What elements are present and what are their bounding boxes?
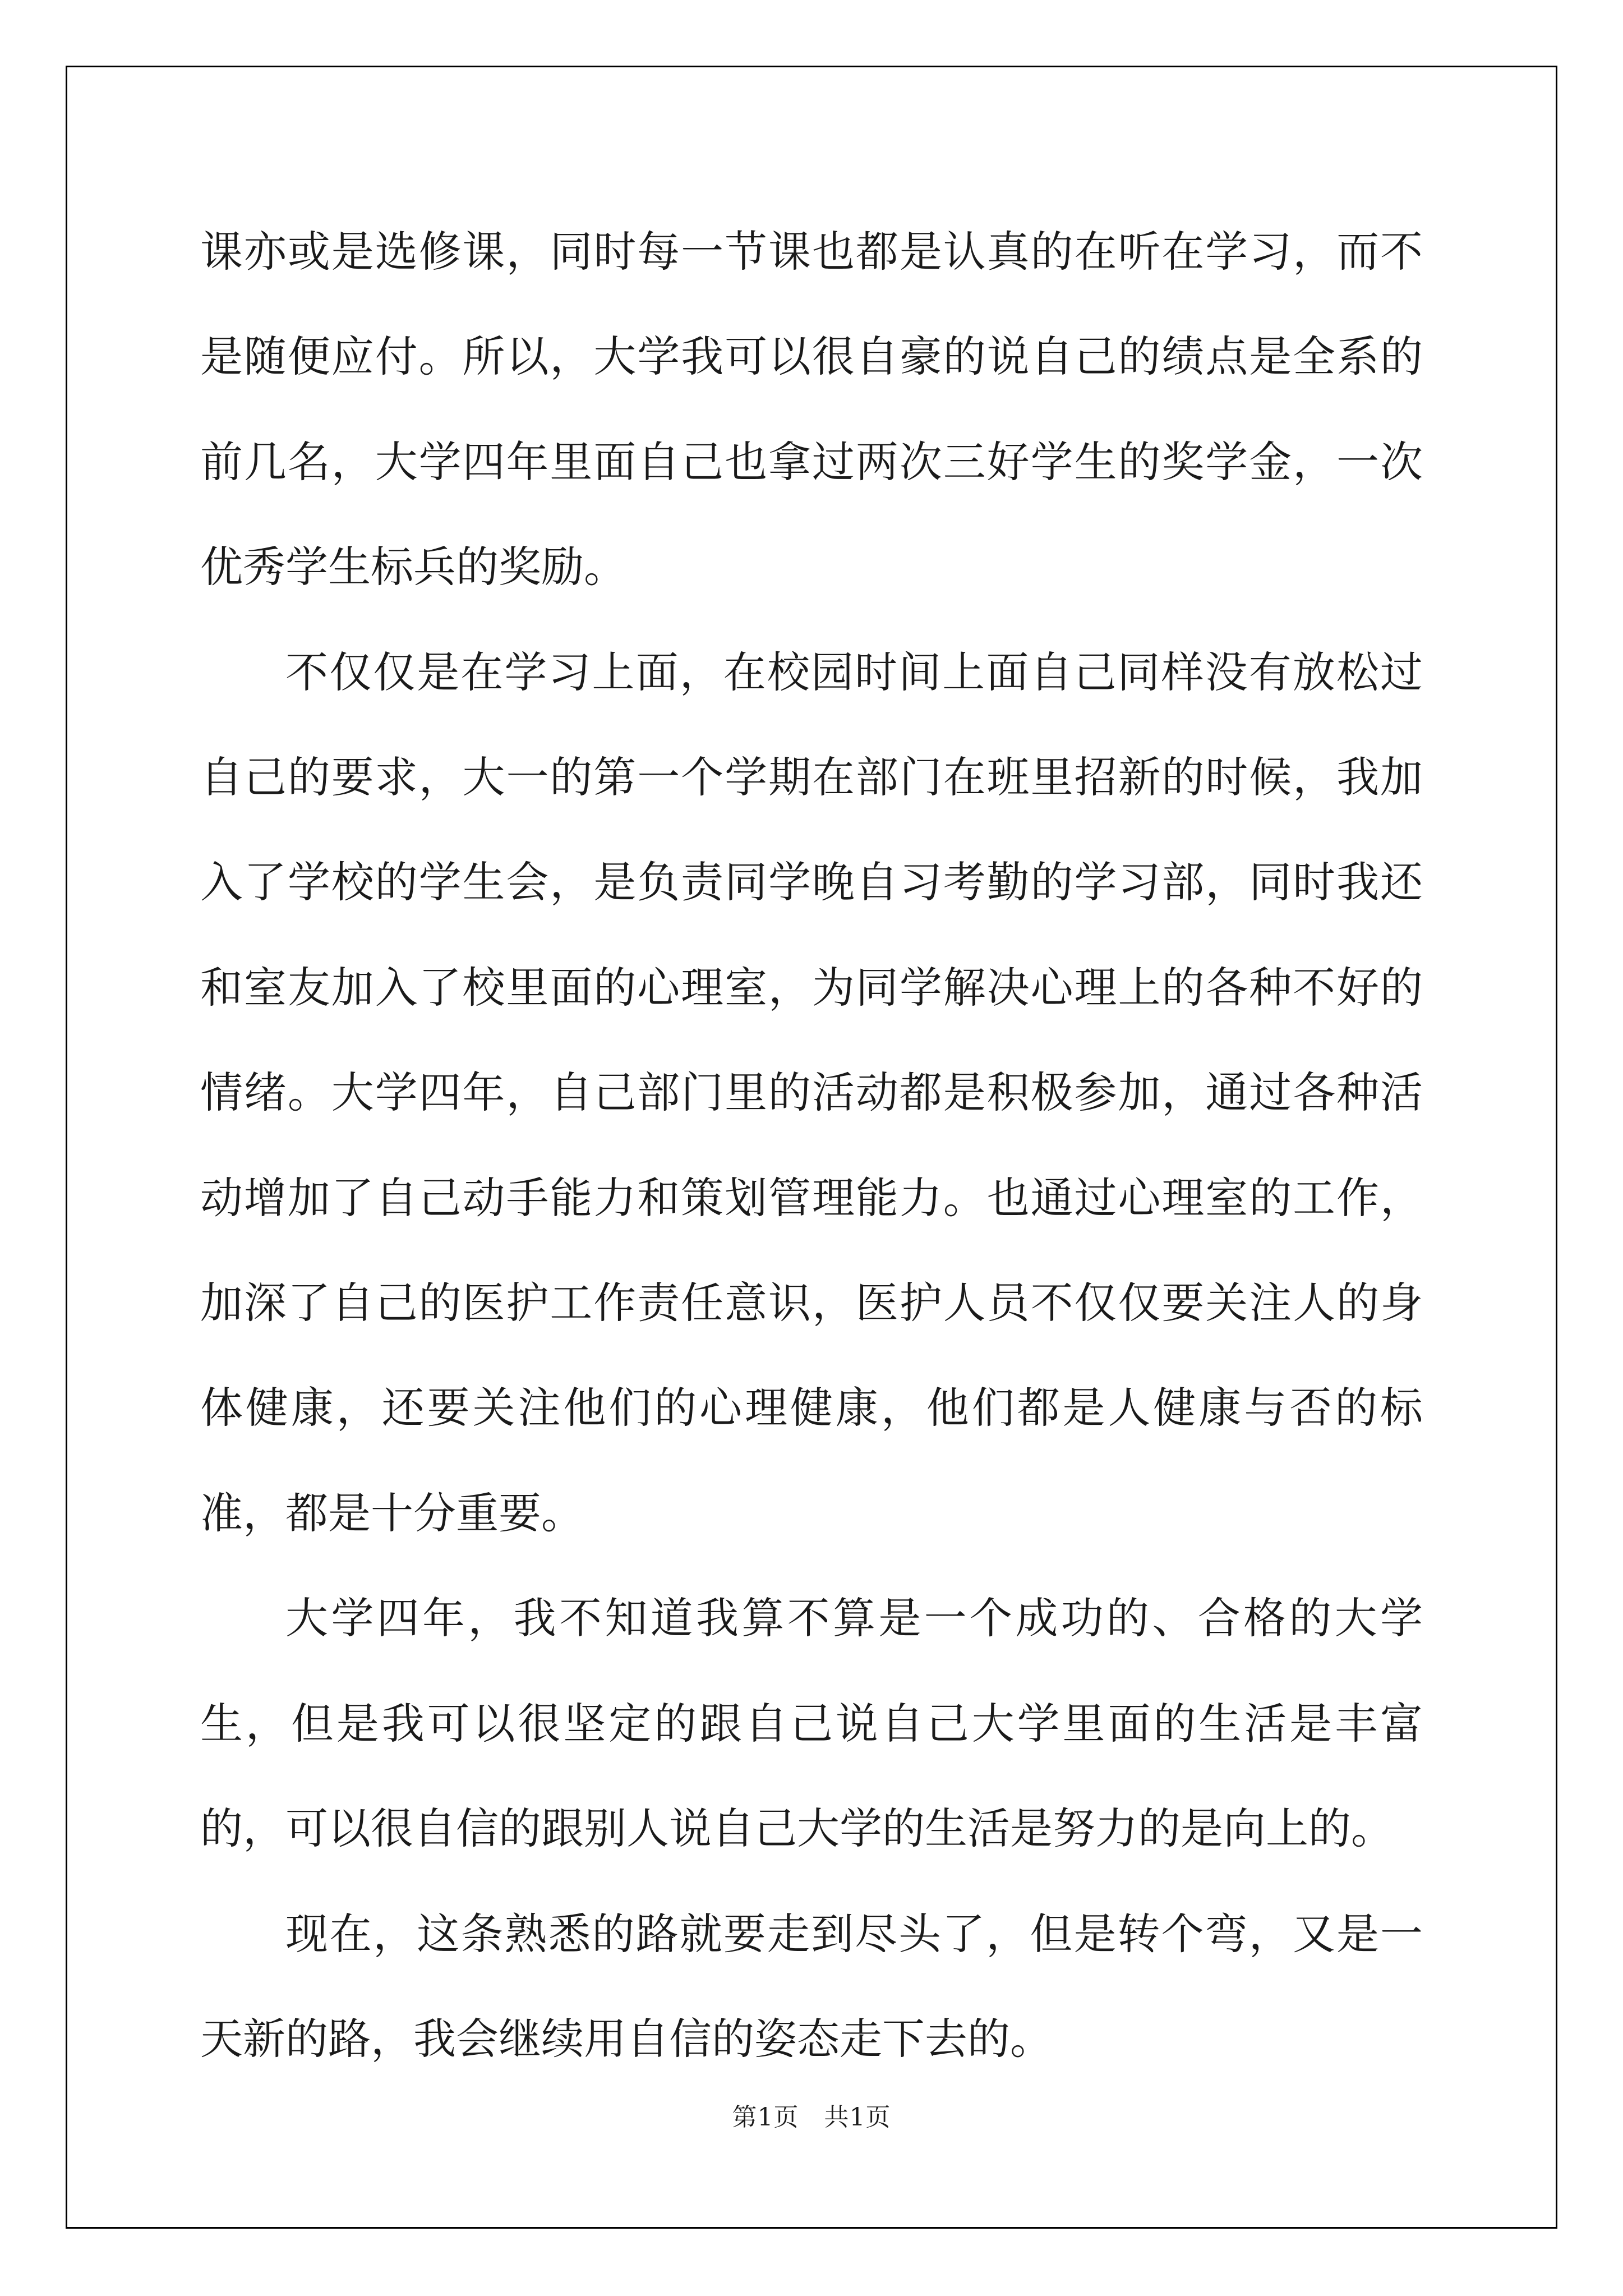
page-number: 第1页 [732,2103,799,2132]
paragraph-2: 不仅仅是在学习上面，在校园时间上面自己同样没有放松过自己的要求，大一的第一个学期在部门在班里招新的时候，我加入了学校的学生会，是负责同学晚自习考勤的学习部，同时我还和室友加入了校里面的心理室，为同学解决心理上的各种不好的情绪。大学四年，自己部门里的活动都是积极参加，通过各种活动增加了自己动手能力和策划管理能力。也通过心理室的工作，加深了自己的医护工作责任意识，医护人员不仅仅要关注人的身体健康，还要关注他们的心理健康，他们都是人健康与否的标准，都是十分重要。 [200,647,1423,1538]
paragraph-3: 大学四年，我不知道我算不算是一个成功的、合格的大学生，但是我可以很坚定的跟自己说自己大学里面的生活是丰富的，可以很自信的跟别人说自己大学的生活是努力的是向上的。 [200,1593,1423,1854]
paragraph-1: 课亦或是选修课，同时每一节课也都是认真的在听在学习，而不是随便应付。所以，大学我可以很自豪的说自己的绩点是全系的前几名，大学四年里面自己也拿过两次三好学生的奖学金，一次优秀学生标兵的奖励。 [200,227,1423,592]
page-footer [0,2097,1623,2133]
page-total: 共1页 [824,2103,891,2132]
document-body [200,199,1423,2091]
paragraph-4: 现在，这条熟悉的路就要走到尽头了，但是转个弯，又是一天新的路，我会继续用自信的姿态走下去的。 [200,1908,1423,2064]
